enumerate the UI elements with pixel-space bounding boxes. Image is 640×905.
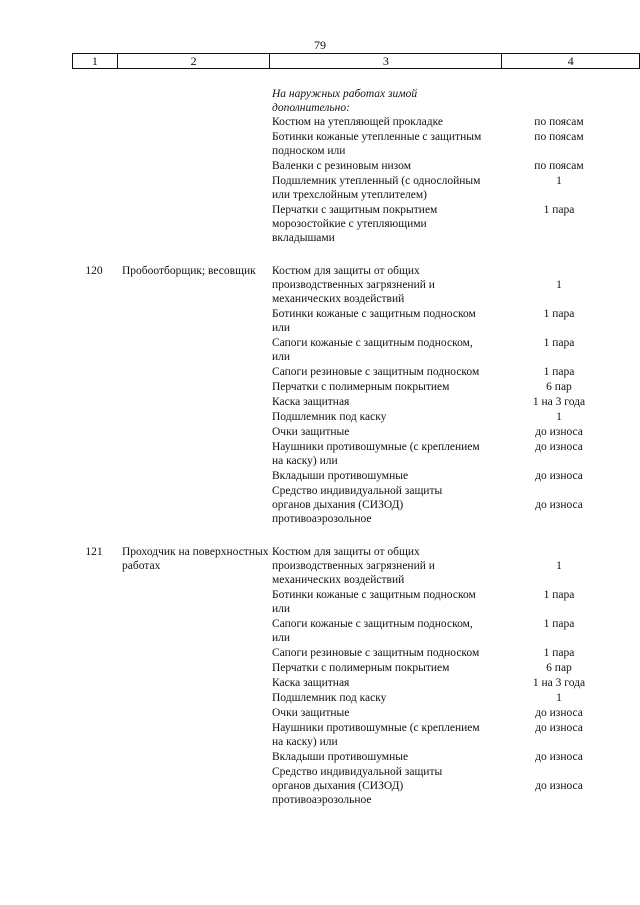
issue-norm: 1 — [556, 411, 562, 423]
equipment-name: Сапоги кожаные с защитным подноском, или — [272, 618, 473, 644]
column-header-3: 3 — [270, 54, 502, 69]
issue-norm: 1 — [556, 560, 562, 572]
equipment-name: Костюм на утепляющей прокладке — [272, 116, 443, 128]
equipment-name: Костюм для защиты от общих производственных загрязнений и механических воздействий — [272, 546, 435, 586]
page-number: 79 — [314, 38, 326, 52]
equipment-name: Каска защитная — [272, 677, 350, 689]
equipment-name: Вкладыши противошумные — [272, 470, 409, 482]
equipment-name: Подшлемник утепленный (с однослойным или трехслойным утеплителем) — [272, 175, 481, 201]
issue-norm: 1 пара — [543, 337, 575, 349]
issue-norm: 1 на 3 года — [532, 396, 586, 408]
winter-note: На наружных работах зимой дополнительно: — [272, 88, 418, 114]
equipment-name: Каска защитная — [272, 396, 350, 408]
issue-norm: 1 пара — [543, 204, 575, 216]
equipment-name: Перчатки с защитным покрытием морозостойкие с утепляющими вкладышами — [272, 204, 438, 244]
equipment-item — [272, 646, 575, 661]
equipment-name: Ботинки кожаные утепленные с защитным подноском или — [272, 131, 482, 157]
issue-norm: до износа — [535, 707, 583, 719]
equipment-item — [272, 721, 583, 750]
equipment-item — [272, 203, 575, 246]
equipment-item — [272, 545, 562, 588]
continuation-block — [72, 87, 640, 246]
equipment-item — [272, 395, 586, 410]
equipment-name: Подшлемник под каску — [272, 411, 387, 423]
entry-profession: Пробоотборщик; весовщик — [122, 265, 256, 277]
equipment-name: Подшлемник под каску — [272, 692, 387, 704]
issue-norm: до износа — [535, 441, 583, 453]
equipment-item — [272, 706, 583, 721]
issue-norm: по поясам — [534, 116, 584, 128]
equipment-name: Ботинки кожаные с защитным подноском или — [272, 589, 476, 615]
entry-profession: Проходчик на поверхностных работах — [122, 546, 269, 572]
equipment-item — [272, 410, 562, 425]
entry-number: 120 — [85, 265, 103, 277]
norms-list — [72, 87, 640, 808]
equipment-item — [272, 691, 562, 706]
issue-norm: 1 пара — [543, 589, 575, 601]
equipment-item — [272, 365, 575, 380]
equipment-name: Ботинки кожаные с защитным подноском или — [272, 308, 476, 334]
equipment-name: Сапоги резиновые с защитным подноском — [272, 366, 480, 378]
equipment-name: Наушники противошумные (с креплением на каску) или — [272, 441, 480, 467]
equipment-name: Костюм для защиты от общих производственных загрязнений и механических воздействий — [272, 265, 435, 305]
entry-120 — [72, 264, 640, 527]
equipment-name: Перчатки с полимерным покрытием — [272, 381, 450, 393]
equipment-item — [272, 130, 584, 159]
issue-norm: по поясам — [534, 160, 584, 172]
equipment-item — [272, 380, 572, 395]
equipment-item — [272, 307, 575, 336]
equipment-item — [272, 159, 584, 174]
equipment-name: Средство индивидуальной защиты органов дыхания (СИЗОД) противоаэрозольное — [272, 766, 443, 806]
issue-norm: 1 — [556, 175, 562, 187]
issue-norm: до износа — [535, 722, 583, 734]
equipment-item — [272, 617, 575, 646]
column-header-4: 4 — [502, 54, 640, 69]
equipment-item — [272, 425, 583, 440]
equipment-name: Сапоги резиновые с защитным подноском — [272, 647, 480, 659]
issue-norm: по поясам — [534, 131, 584, 143]
equipment-item — [272, 336, 575, 365]
issue-norm: до износа — [535, 751, 583, 763]
equipment-item — [272, 750, 583, 765]
issue-norm: до износа — [535, 426, 583, 438]
equipment-item — [272, 440, 583, 469]
equipment-item — [272, 484, 583, 527]
equipment-item — [272, 264, 562, 307]
issue-norm: до износа — [535, 780, 583, 792]
issue-norm: 1 — [556, 279, 562, 291]
equipment-item — [272, 115, 584, 130]
column-header-1: 1 — [73, 54, 118, 69]
equipment-item — [272, 765, 583, 808]
equipment-name: Вкладыши противошумные — [272, 751, 409, 763]
issue-norm: 1 пара — [543, 618, 575, 630]
column-header-table — [72, 53, 640, 69]
issue-norm: 1 на 3 года — [532, 677, 586, 689]
equipment-name: Наушники противошумные (с креплением на каску) или — [272, 722, 480, 748]
entry-121 — [72, 545, 640, 808]
equipment-item — [272, 588, 575, 617]
issue-norm: 1 пара — [543, 647, 575, 659]
equipment-name: Очки защитные — [272, 707, 350, 719]
issue-norm: до износа — [535, 470, 583, 482]
equipment-name: Перчатки с полимерным покрытием — [272, 662, 450, 674]
entry-number: 121 — [85, 546, 103, 558]
equipment-name: Очки защитные — [272, 426, 350, 438]
issue-norm: 1 — [556, 692, 562, 704]
equipment-item — [272, 676, 586, 691]
equipment-name: Средство индивидуальной защиты органов дыхания (СИЗОД) противоаэрозольное — [272, 485, 443, 525]
column-header-2: 2 — [117, 54, 269, 69]
equipment-name: Валенки с резиновым низом — [272, 160, 411, 172]
equipment-item — [272, 469, 583, 484]
column-header-row — [73, 54, 640, 69]
issue-norm: 1 пара — [543, 366, 575, 378]
equipment-item — [272, 174, 562, 203]
equipment-item — [272, 661, 572, 676]
issue-norm: 1 пара — [543, 308, 575, 320]
equipment-name: Сапоги кожаные с защитным подноском, или — [272, 337, 473, 363]
issue-norm: до износа — [535, 499, 583, 511]
issue-norm: 6 пар — [546, 662, 572, 674]
issue-norm: 6 пар — [546, 381, 572, 393]
